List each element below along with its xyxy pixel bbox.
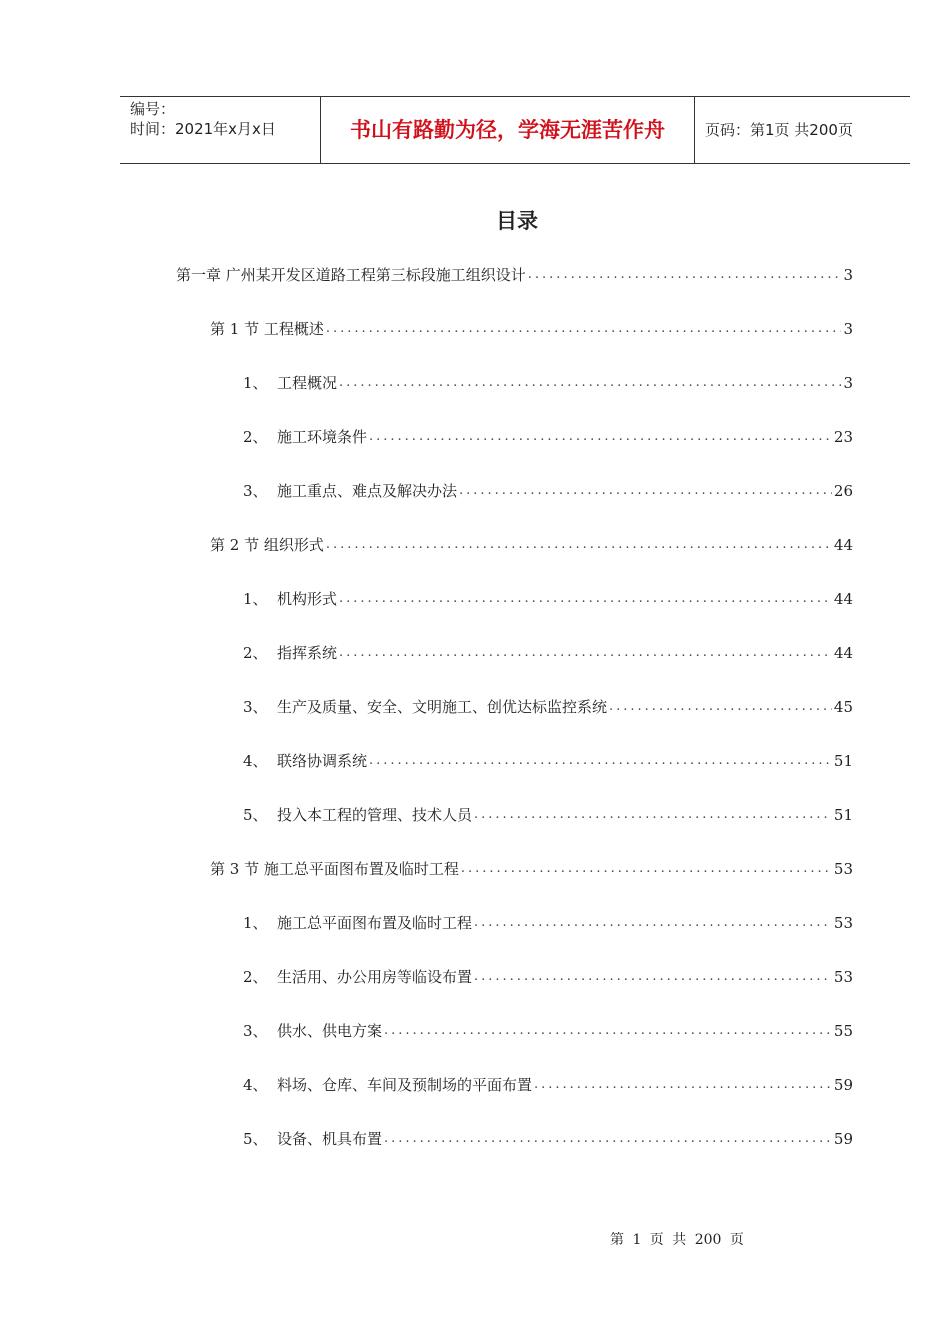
toc-entry-number: 2、 [243, 968, 268, 986]
toc-entry-section[interactable] [210, 318, 853, 340]
toc-entry-page: 23 [833, 428, 853, 446]
toc-entry-number: 3、 [243, 482, 268, 500]
toc-entry-page: 44 [833, 590, 853, 608]
toc-entry-text: 指挥系统 [277, 644, 338, 662]
toc-entry-text: 供水、供电方案 [277, 1022, 383, 1040]
toc-entry-number: 1、 [243, 374, 268, 392]
toc-title: 目录 [496, 209, 538, 233]
toc-entry-item[interactable] [243, 480, 853, 502]
toc-entry-item[interactable] [243, 1074, 853, 1096]
toc-entry-text: 第一章 广州某开发区道路工程第三标段施工组织设计 [176, 266, 526, 284]
header-motto: 书山有路勤为径，学海无涯苦作舟 [321, 97, 695, 163]
header-meta-cell [120, 97, 321, 163]
header-page-label: 页码：第1页 共200页 [705, 121, 853, 139]
toc-entry-page: 3 [843, 266, 853, 284]
toc-leader-dots [337, 642, 832, 664]
number-label: 编号： [130, 100, 176, 118]
toc-leader-dots [324, 534, 832, 556]
toc-entry-page: 55 [833, 1022, 853, 1040]
toc-entry-item[interactable] [243, 912, 853, 934]
toc-leader-dots [472, 912, 832, 934]
toc-entry-text: 第 3 节 施工总平面图布置及临时工程 [210, 860, 459, 878]
toc-leader-dots [526, 264, 842, 286]
toc-entry-text: 生产及质量、安全、文明施工、创优达标监控系统 [277, 698, 608, 716]
toc-leader-dots [337, 372, 841, 394]
page-footer: 第 1 页 共 200 页 [610, 1232, 744, 1248]
toc-entry-number: 5、 [243, 806, 268, 824]
toc-entry-page: 53 [833, 968, 853, 986]
toc-entry-item[interactable] [243, 1128, 853, 1150]
toc-entry-number: 3、 [243, 1022, 268, 1040]
toc-leader-dots [337, 588, 832, 610]
toc-entry-page: 53 [833, 914, 853, 932]
toc-entry-text: 施工重点、难点及解决办法 [277, 482, 458, 500]
toc-entry-page: 59 [833, 1130, 853, 1148]
toc-entry-page: 51 [833, 806, 853, 824]
toc-leader-dots [382, 1128, 832, 1150]
toc-entry-number: 1、 [243, 590, 268, 608]
toc-leader-dots [532, 1074, 832, 1096]
toc-entry-text: 机构形式 [277, 590, 338, 608]
toc-entry-text: 施工总平面图布置及临时工程 [277, 914, 473, 932]
toc-entry-item[interactable] [243, 966, 853, 988]
toc-leader-dots [457, 480, 832, 502]
toc-entry-page: 3 [843, 320, 853, 338]
toc-entry-page: 3 [843, 374, 853, 392]
toc-entry-page: 44 [833, 536, 853, 554]
toc-entry-chapter[interactable] [176, 264, 853, 286]
toc-leader-dots [472, 804, 832, 826]
toc-entry-text: 料场、仓库、车间及预制场的平面布置 [277, 1076, 533, 1094]
toc-entry-item[interactable] [243, 642, 853, 664]
toc-entry-number: 5、 [243, 1130, 268, 1148]
toc-entry-number: 2、 [243, 428, 268, 446]
toc-entry-page: 53 [833, 860, 853, 878]
toc-entry-text: 生活用、办公用房等临设布置 [277, 968, 473, 986]
toc-entry-page: 51 [833, 752, 853, 770]
toc-leader-dots [367, 426, 832, 448]
toc-entry-item[interactable] [243, 588, 853, 610]
document-header [120, 96, 910, 164]
toc-leader-dots [367, 750, 832, 772]
toc-leader-dots [324, 318, 842, 340]
toc-entry-item[interactable] [243, 426, 853, 448]
toc-entry-page: 45 [833, 698, 853, 716]
toc-entry-item[interactable] [243, 1020, 853, 1042]
toc-entry-page: 59 [833, 1076, 853, 1094]
toc-entry-page: 44 [833, 644, 853, 662]
time-label: 时间：2021年x月x日 [130, 120, 276, 138]
toc-entry-section[interactable] [210, 534, 853, 556]
toc-entry-item[interactable] [243, 372, 853, 394]
toc-leader-dots [459, 858, 832, 880]
toc-entry-text: 工程概况 [277, 374, 338, 392]
toc-entry-text: 联络协调系统 [277, 752, 368, 770]
toc-entry-number: 4、 [243, 752, 268, 770]
toc-entry-text: 施工环境条件 [277, 428, 368, 446]
toc-entry-number: 2、 [243, 644, 268, 662]
toc-entry-text: 第 2 节 组织形式 [210, 536, 324, 554]
toc-entry-number: 4、 [243, 1076, 268, 1094]
toc-entry-item[interactable] [243, 696, 853, 718]
toc-leader-dots [607, 696, 832, 718]
toc-entry-text: 设备、机具布置 [277, 1130, 383, 1148]
toc-leader-dots [472, 966, 832, 988]
toc-entry-section[interactable] [210, 858, 853, 880]
toc-entry-text: 第 1 节 工程概述 [210, 320, 324, 338]
toc-leader-dots [382, 1020, 832, 1042]
toc-entry-item[interactable] [243, 750, 853, 772]
toc-entry-item[interactable] [243, 804, 853, 826]
toc-entry-number: 1、 [243, 914, 268, 932]
toc-entry-text: 投入本工程的管理、技术人员 [277, 806, 473, 824]
toc-entry-page: 26 [833, 482, 853, 500]
toc-entry-number: 3、 [243, 698, 268, 716]
